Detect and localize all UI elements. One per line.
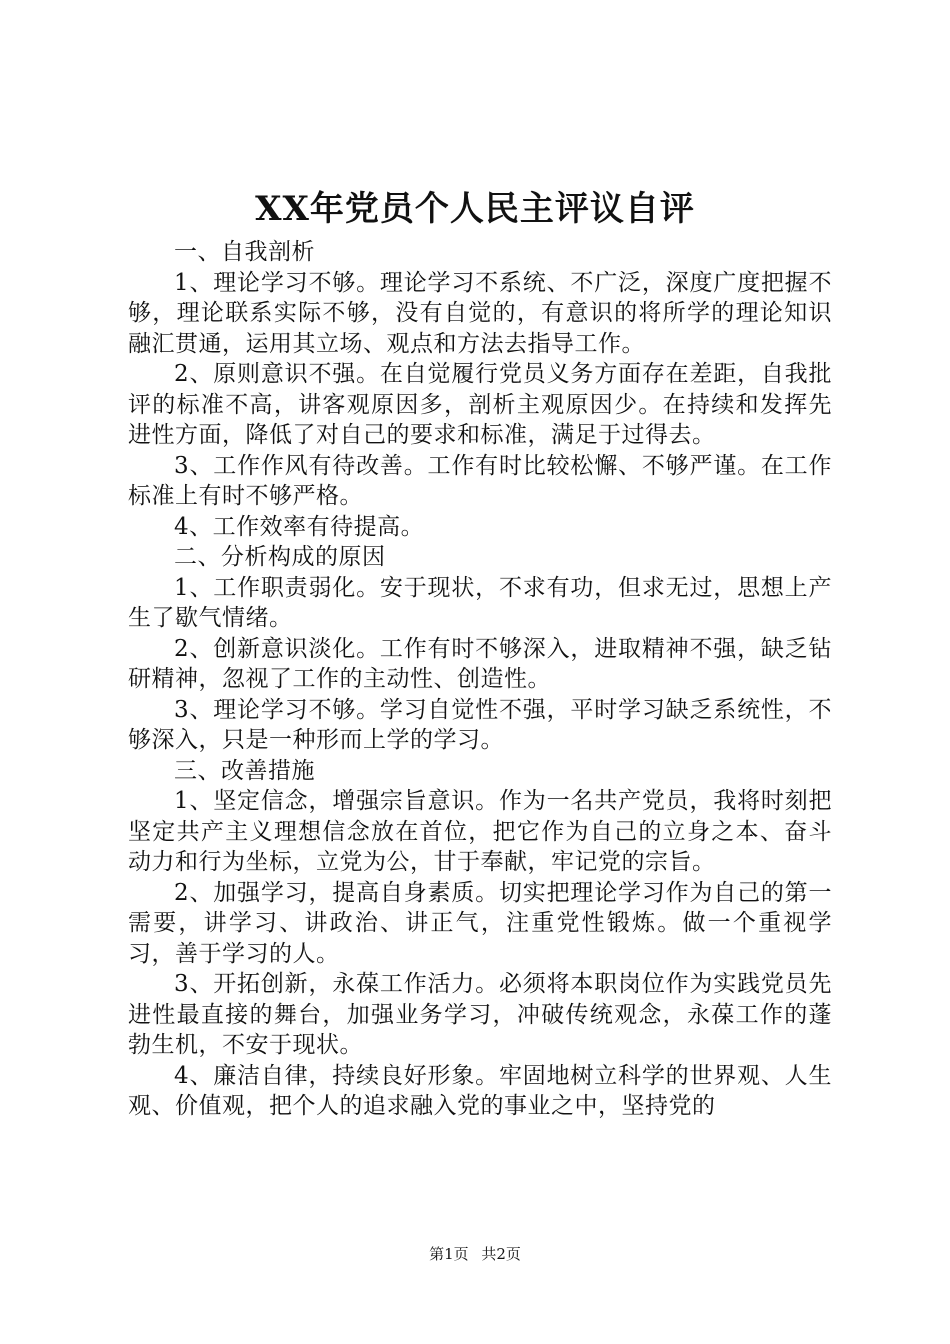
- section-heading-1: 一、自我剖析: [174, 239, 315, 265]
- paragraph: 2、创新意识淡化。工作有时不够深入，进取精神不强，缺乏钻研精神，忽视了工作的主动性、创造性。: [128, 635, 832, 692]
- paragraph: 4、廉洁自律，持续良好形象。牢固地树立科学的世界观、人生观、价值观，把个人的追求融入党的事业之中，坚持党的: [128, 1062, 832, 1119]
- paragraph: 1、工作职责弱化。安于现状，不求有功，但求无过，思想上产生了歇气情绪。: [128, 574, 832, 631]
- section-heading-2: 二、分析构成的原因: [174, 544, 386, 570]
- page-footer: [0, 1244, 950, 1264]
- paragraph: 3、理论学习不够。学习自觉性不强，平时学习缺乏系统性，不够深入，只是一种形而上学的学习。: [128, 696, 832, 753]
- page-number: 第1页: [429, 1245, 469, 1263]
- paragraph: 2、加强学习，提高自身素质。切实把理论学习作为自己的第一需要，讲学习、讲政治、讲正气，注重党性锻炼。做一个重视学习，善于学习的人。: [128, 879, 832, 967]
- document-body: [128, 237, 832, 1122]
- section-heading-3: 三、改善措施: [174, 757, 315, 784]
- paragraph: 1、坚定信念，增强宗旨意识。作为一名共产党员，我将时刻把坚定共产主义理想信念放在首位，把它作为自己的立身之本、奋斗动力和行为坐标，立党为公，甘于奉献，牢记党的宗旨。: [128, 788, 832, 875]
- document-title: XX年党员个人民主评议自评: [255, 189, 695, 229]
- paragraph: 3、开拓创新，永葆工作活力。必须将本职岗位作为实践党员先进性最直接的舞台，加强业务学习，冲破传统观念，永葆工作的蓬勃生机，不安于现状。: [128, 971, 832, 1058]
- paragraph: 3、工作作风有待改善。工作有时比较松懈、不够严谨。在工作标准上有时不够严格。: [128, 452, 832, 509]
- paragraph: 4、工作效率有待提高。: [174, 513, 425, 540]
- page-total: 共2页: [481, 1245, 521, 1263]
- paragraph: 2、原则意识不强。在自觉履行党员义务方面存在差距，自我批评的标准不高，讲客观原因多，剖析主观原因少。在持续和发挥先进性方面，降低了对自己的要求和标准，满足于过得去。: [128, 361, 832, 448]
- paragraph: 1、理论学习不够。理论学习不系统、不广泛，深度广度把握不够，理论联系实际不够，没有自觉的，有意识的将所学的理论知识融汇贯通，运用其立场、观点和方法去指导工作。: [128, 269, 832, 357]
